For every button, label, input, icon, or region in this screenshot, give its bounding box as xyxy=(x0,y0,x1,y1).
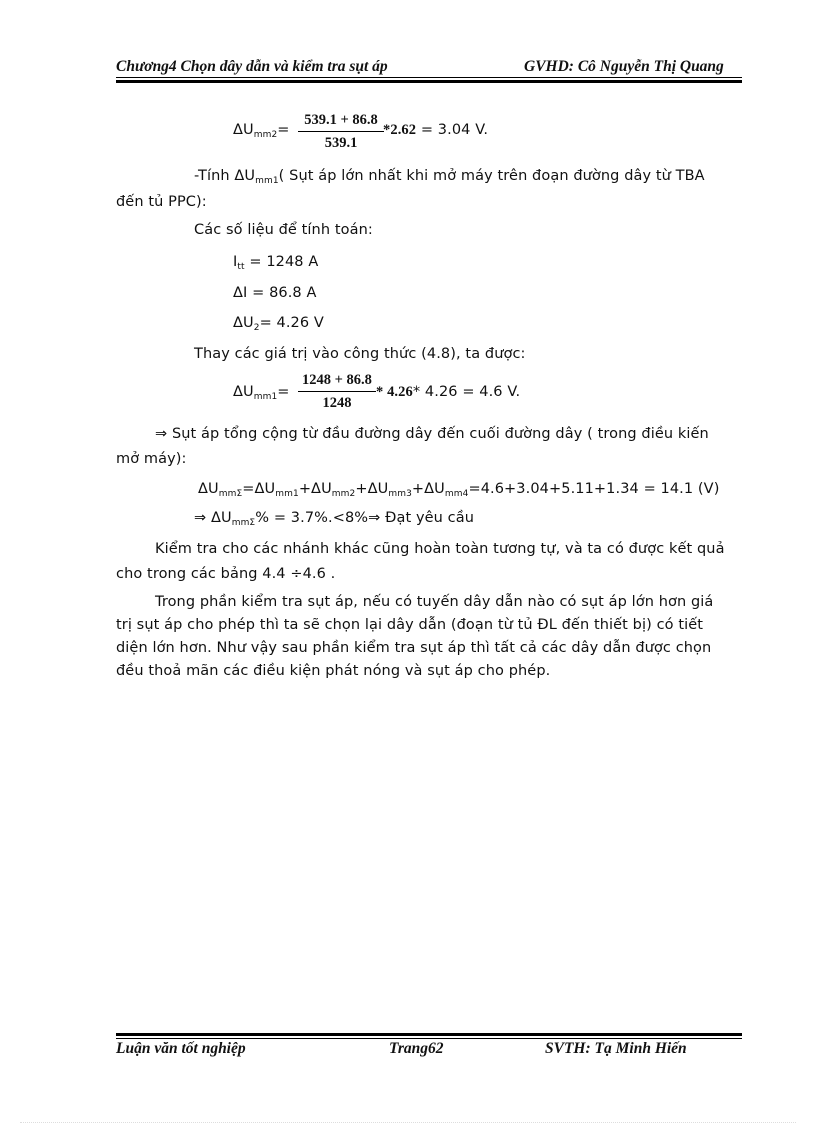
data-du2: $\Delta U_2= 4.26$ V xyxy=(233,315,324,333)
final-line-3: diện lớn hơn. Như vậy sau phần kiểm tra sụt áp thì tất cả các dây dẫn được chọn xyxy=(116,640,712,656)
header-rule-thick xyxy=(116,80,742,83)
eq2-fraction xyxy=(298,372,376,412)
total-line-2: mở máy): xyxy=(116,451,187,467)
data-delta-i: ΔI = 86.8 A xyxy=(233,285,317,301)
eq1-denominator: 539.1 xyxy=(324,135,358,151)
eq1-lhs: $\Delta U_{mm2}=$ xyxy=(233,122,290,140)
eq2-fraction-bar xyxy=(298,391,376,392)
eq2-rhs: * 4.26* 4.26 = 4.6 V. xyxy=(376,384,521,400)
data-itt: $I_{tt} = 1248$ A xyxy=(233,254,319,272)
footer-rule-thick xyxy=(116,1033,742,1036)
final-line-4: đều thoả mãn các điều kiện phát nóng và sụt áp cho phép. xyxy=(116,663,551,679)
eq1-rhs: *2.62 = 3.04 V. xyxy=(383,122,489,138)
header-advisor: GVHD: Cô Nguyễn Thị Quang xyxy=(524,58,724,75)
check-line-1: Kiểm tra cho các nhánh khác cũng hoàn toàn tương tự, và ta có được kết quả xyxy=(155,541,725,557)
eq3-total-sum: $\Delta U_{mm\Sigma}=\Delta U_{mm1}+\Delta U_{mm2}+\Delta U_{mm3}+\Delta U_{mm4}=4.6+3.04+5.11+1.34 = 14.1$ (V) xyxy=(198,481,720,499)
eq2-denominator: 1248 xyxy=(322,395,352,411)
footer-rule-thin xyxy=(116,1038,742,1039)
header-chapter-title: Chương4 Chọn dây dẫn và kiểm tra sụt áp xyxy=(116,58,388,75)
data-intro: Các số liệu để tính toán: xyxy=(194,222,373,238)
final-line-2: trị sụt áp cho phép thì ta sẽ chọn lại dây dẫn (đoạn từ tủ ĐL đến thiết bị) có tiết xyxy=(116,617,704,633)
eq2-lhs: $\Delta U_{mm1}=$ xyxy=(233,384,290,402)
final-line-1: Trong phần kiểm tra sụt áp, nếu có tuyến dây dẫn nào có sụt áp lớn hơn giá xyxy=(155,594,714,610)
header-rule-thin xyxy=(116,77,742,78)
footer-thesis-label: Luận văn tốt nghiệp xyxy=(116,1040,246,1057)
eq2-numerator: 1248 + 86.8 xyxy=(302,372,372,388)
tinh-line-1: -Tính $\Delta U_{mm1}$( Sụt áp lớn nhất khi mở máy trên đoạn đường dây từ TBA xyxy=(194,168,705,186)
tinh-line-2: đến tủ PPC): xyxy=(116,194,207,210)
eq1-fraction xyxy=(298,112,384,152)
eq1-fraction-bar xyxy=(298,131,384,132)
total-line-1: ⇒ Sụt áp tổng cộng từ đầu đường dây đến cuối đường dây ( trong điều kiến xyxy=(155,426,709,442)
eq4-percent: ⇒ $\Delta U_{mm\Sigma}\%$ = 3.7%.<8%⇒ Đạt yêu cầu xyxy=(194,510,475,528)
footer-student: SVTH: Tạ Minh Hiến xyxy=(545,1040,687,1057)
substitute-line: Thay các giá trị vào công thức (4.8), ta được: xyxy=(194,346,526,362)
check-line-2: cho trong các bảng 4.4 ÷4.6 . xyxy=(116,566,336,582)
eq1-numerator: 539.1 + 86.8 xyxy=(304,112,378,128)
footer-page-number: Trang62 xyxy=(389,1040,444,1057)
